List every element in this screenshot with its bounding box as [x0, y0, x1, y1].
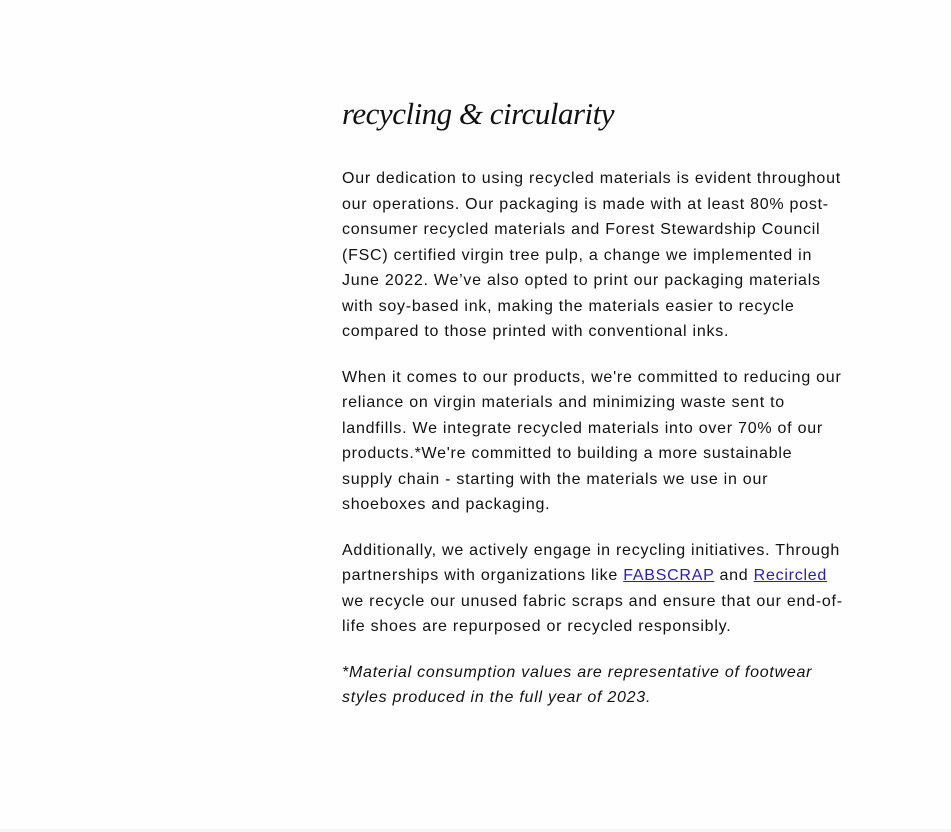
paragraph-initiatives — [342, 538, 847, 640]
recircled-link[interactable]: Recircled — [753, 567, 828, 584]
paragraph-packaging: Our dedication to using recycled materials is evident throughout our operations. Our packaging is made with at least 80% post-consumer recycled materials and Forest Stewardship Council (FSC) certified virgin tree pulp, a change we implemented in June 2022. We’ve also opted to print our packaging materials with soy-based ink, making the materials easier to recycle compared to those printed with conventional inks. — [342, 170, 841, 340]
recycling-section — [342, 94, 847, 731]
paragraph-products: When it comes to our products, we're committed to reducing our reliance on virgin materials and minimizing waste sent to landfills. We integrate recycled materials into over 70% of our products.*We're committed to building a more sustainable supply chain - starting with the materials we use in our shoeboxes and packaging. — [342, 368, 842, 513]
fabscrap-link[interactable]: FABSCRAP — [623, 567, 715, 584]
initiatives-text-after: we recycle our unused fabric scraps and ensure that our end-of-life shoes are repurposed or recycled responsibly. — [342, 592, 843, 635]
section-heading: recycling & circularity — [342, 96, 614, 131]
footnote: *Material consumption values are representative of footwear styles produced in the full year of 2023. — [342, 663, 813, 706]
initiatives-text-before: Additionally, we actively engage in recycling initiatives. Through partnerships with organizations like — [342, 541, 841, 584]
initiatives-text-between: and — [714, 567, 754, 584]
